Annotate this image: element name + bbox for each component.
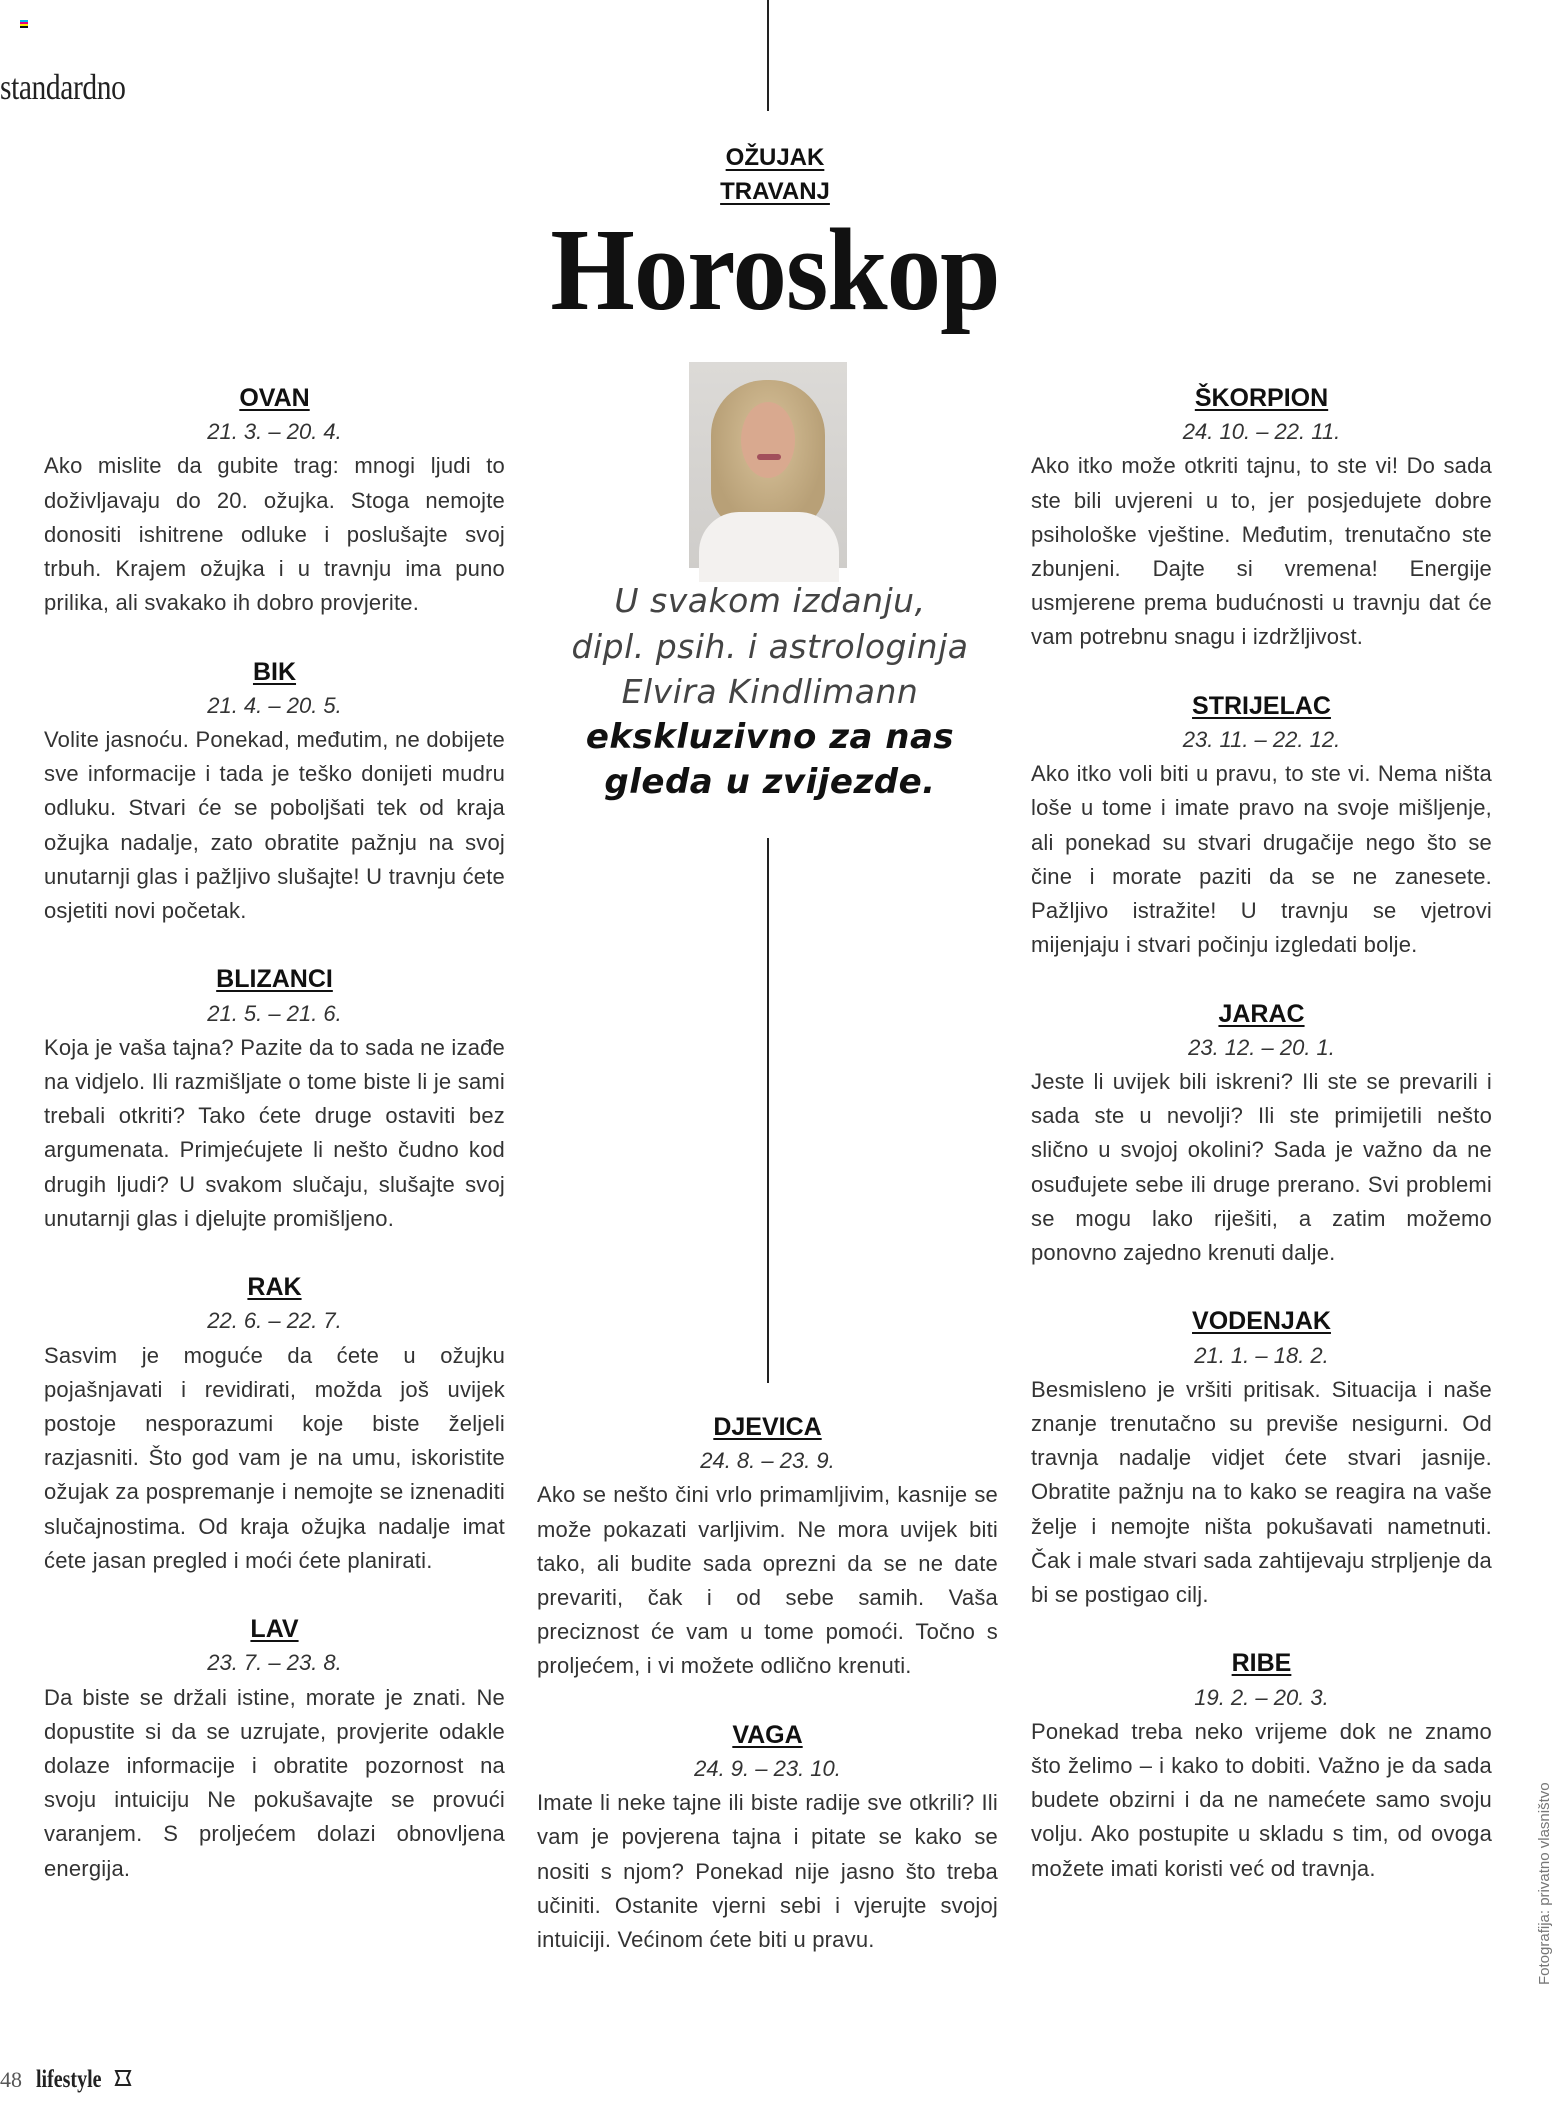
column-right <box>1031 381 1492 1920</box>
sign-name: RAK <box>247 1273 302 1302</box>
sign-date: 24. 10. – 22. 11. <box>1182 419 1341 445</box>
intro-quote <box>540 578 1000 806</box>
sign-date: 22. 6. – 22. 7. <box>207 1308 342 1334</box>
astrologer-photo <box>689 362 847 568</box>
sign-djevica <box>537 1410 998 1684</box>
sign-date: 24. 9. – 23. 10. <box>694 1756 841 1782</box>
sign-date: 24. 8. – 23. 9. <box>700 1448 835 1474</box>
sign-lav <box>44 1612 505 1886</box>
sign-name: ŠKORPION <box>1194 384 1329 412</box>
top-divider-line <box>767 0 769 111</box>
sign-text: Ako itko može otkriti tajnu, to ste vi! Do sada ste bili uvjereni u to, jer posjedujete dobre psihološke vještine. Međutim, trenutačno ste zbunjeni. Dajte si vremena! Energije usmjerene prema budućnosti u travnju dat će vam potrebnu snagu i izdržljivost. <box>1031 453 1492 650</box>
intro-line: gleda u zvijezde. <box>604 762 936 802</box>
sign-date: 21. 5. – 21. 6. <box>207 1000 342 1026</box>
sign-name: DJEVICA <box>713 1413 822 1441</box>
sign-text: Besmisleno je vršiti pritisak. Situacija i naše znanje trenutačno su previše nesigurni. Od travnja nadalje vidjet ćete stvari jasnije. Obratite pažnju na to kako se reagira na vaše želje i nemojte ništa pokušavati nametnuti. Čak i male stvari sada zahtijevaju strpljenje da bi se postigao cilj. <box>1031 1376 1492 1608</box>
sign-text: Da biste se držali istine, morate je znati. Ne dopustite si da se uzrujate, provjerite odakle dolaze informacije i obratite pozornost na svoju intuiciju Ne pokušavajte se provući varanjem. S proljećem dolazi obnovljena energija. <box>44 1684 505 1881</box>
sign-name: BLIZANCI <box>216 965 333 994</box>
sign-text: Volite jasnoću. Ponekad, međutim, ne dobijete sve informacije i tada je teško donijeti mudru odluku. Stvari će se poboljšati tek od kraja ožujka nadalje, zato obratite pažnju na svoj unutarnji glas i pažljivo slušajte! U travnju ćete osjetiti novi početak. <box>44 727 505 924</box>
sign-name: RIBE <box>1231 1649 1292 1678</box>
month-1: OŽUJAK <box>725 144 825 171</box>
sign-skorpion <box>1031 381 1492 655</box>
sign-jarac <box>1031 997 1492 1271</box>
month-2: TRAVANJ <box>720 178 830 205</box>
sign-name: BIK <box>252 657 297 686</box>
column-left <box>44 381 505 1920</box>
page-number: 48 <box>0 2067 22 2092</box>
intro-line: Elvira Kindlimann <box>621 672 919 711</box>
sign-date: 23. 7. – 23. 8. <box>207 1650 342 1676</box>
section-label: standardno <box>0 67 126 107</box>
sign-text: Jeste li uvijek bili iskreni? Ili ste se prevarili i sada ste u nevolji? Ili ste primijetili nešto slično u svojoj okolini? Sada je važno da ne osuđujete sebe ili druge prerano. Svi problemi se mogu lako riješiti, a zatim možemo ponovno zajedno krenuti dalje. <box>1031 1069 1492 1266</box>
intro-line: U svakom izdanju, <box>614 581 926 620</box>
page-footer <box>0 2066 132 2094</box>
sign-date: 19. 2. – 20. 3. <box>1194 1684 1329 1710</box>
sign-blizanci <box>44 962 505 1236</box>
sign-date: 21. 3. – 20. 4. <box>207 419 342 445</box>
sign-text: Ponekad treba neko vrijeme dok ne znamo što želimo – i kako to dobiti. Važno je da sada budete obzirni i da ne namećete samo svoju volju. Ako postupite u skladu s tim, od ovoga možete imati koristi već od travnja. <box>1031 1718 1492 1881</box>
sign-name: VAGA <box>732 1720 803 1749</box>
sign-ribe <box>1031 1646 1492 1885</box>
sign-strijelac <box>1031 689 1492 963</box>
sign-date: 23. 11. – 22. 12. <box>1182 727 1341 753</box>
sign-text: Imate li neke tajne ili biste radije sve otkrili? Ili vam je povjerena tajna i pitate se kako se nositi s njom? Ponekad nije jasno što treba učiniti. Ostanite vjerni sebi i vjerujte svojoj intuiciji. Većinom ćete biti u pravu. <box>537 1790 998 1953</box>
sign-date: 21. 1. – 18. 2. <box>1194 1342 1329 1368</box>
sign-name: JARAC <box>1218 999 1305 1028</box>
sign-name: STRIJELAC <box>1192 691 1331 720</box>
column-middle <box>537 1410 998 1991</box>
print-color-marks <box>20 20 28 28</box>
brand-logo-icon <box>114 2067 132 2093</box>
sign-name: LAV <box>250 1615 299 1644</box>
sign-text: Sasvim je moguće da ćete u ožujku pojašnjavati i revidirati, možda još uvijek postoje nesporazumi koje biste željeli razjasniti. Što god vam je na umu, iskoristite ožujak za pospremanje i nemojte se iznenaditi slučajnostima. Od kraja ožujka nadalje imat ćete jasan pregled i moći ćete planirati. <box>44 1342 505 1573</box>
sign-ovan <box>44 381 505 620</box>
sign-bik <box>44 655 505 929</box>
sign-vodenjak <box>1031 1304 1492 1612</box>
sign-text: Ako mislite da gubite trag: mnogi ljudi to doživljavaju do 20. ožujka. Stoga nemojte donositi ishitrene odluke i poslušajte svoj trbuh. Krajem ožujka i u travnju ima puno prilika, ali svakako ih dobro provjerite. <box>44 453 505 616</box>
sign-date: 21. 4. – 20. 5. <box>207 692 342 718</box>
page-title: Horoskop <box>550 204 1000 335</box>
intro-line: ekskluzivno za nas <box>585 716 955 757</box>
sign-rak <box>44 1270 505 1578</box>
sign-text: Koja je vaša tajna? Pazite da to sada ne izađe na vidjelo. Ili razmišljate o tome biste li je sami trebali otkriti? Tako ćete druge ostaviti bez argumenata. Primjećujete li nešto čudno kod drugih ljudi? U svakom slučaju, slušajte svoj unutarnji glas i djelujte promišljeno. <box>44 1034 505 1231</box>
sign-text: Ako se nešto čini vrlo primamljivim, kasnije se može pokazati varljivim. Ne mora uvijek biti tako, ali budite sada oprezni da se ne date prevariti, čak i od sebe samih. Vaša preciznost će vam u tome pomoći. Točno s proljećem, i vi možete odlično krenuti. <box>537 1482 998 1679</box>
photo-credit: Fotografija: privatno vlasništvo <box>1536 1782 1553 1985</box>
sign-date: 23. 12. – 20. 1. <box>1188 1034 1335 1060</box>
sign-name: VODENJAK <box>1192 1307 1331 1336</box>
magazine-brand: lifestyle <box>36 2066 102 2093</box>
intro-line: dipl. psih. i astrologinja <box>571 626 969 666</box>
sign-name: OVAN <box>239 384 310 412</box>
sign-vaga <box>537 1718 998 1957</box>
middle-divider-line <box>767 838 769 1383</box>
sign-text: Ako itko voli biti u pravu, to ste vi. Nema ništa loše u tome i imate pravo na svoje mišljenje, ali ponekad su stvari drugačije nego što se čine i morate paziti da se ne zanesete. Pažljivo istražite! U travnju se vjetrovi mijenjaju i stvari počinju izgledati bolje. <box>1031 761 1492 958</box>
issue-months <box>0 141 1550 209</box>
